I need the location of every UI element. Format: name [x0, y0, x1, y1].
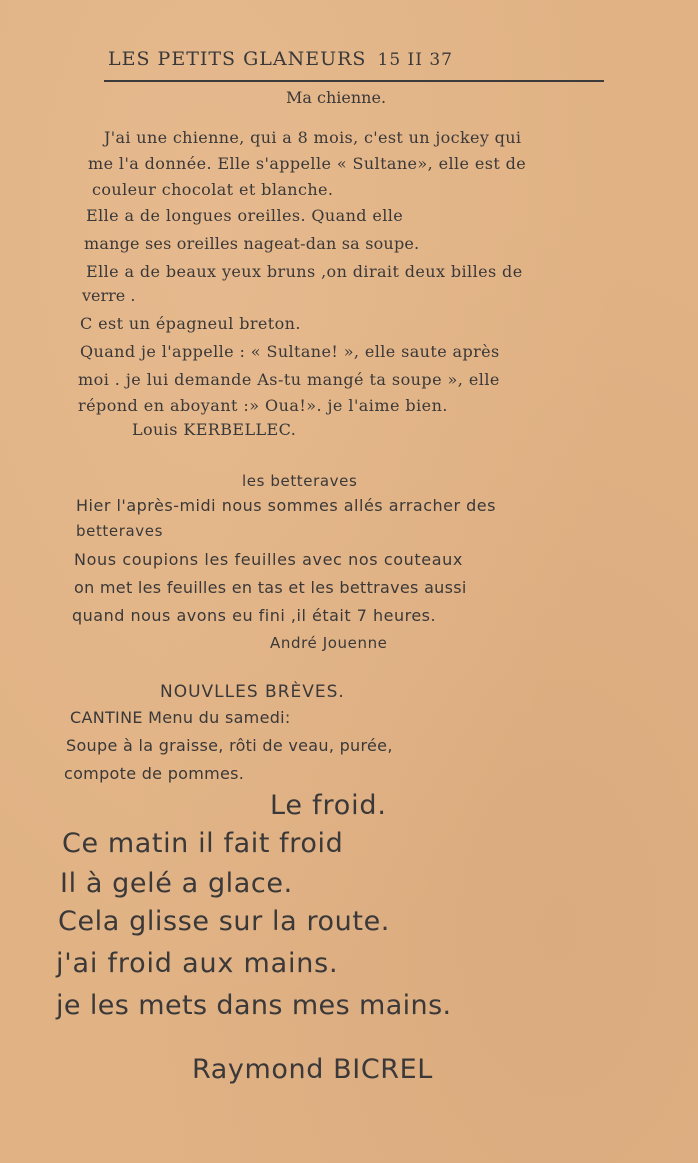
- story-line: Nous coupions les feuilles avec nos couteaux: [74, 550, 463, 569]
- story-line: CANTINE Menu du samedi:: [70, 708, 291, 727]
- story-line: mange ses oreilles nageat-dan sa soupe.: [84, 234, 420, 253]
- story-title: NOUVLLES BRÈVES.: [160, 682, 345, 702]
- story-line: Hier l'après-midi nous sommes allés arracher des: [76, 496, 496, 515]
- story-line: on met les feuilles en tas et les bettraves aussi: [74, 578, 467, 597]
- story-author: Louis KERBELLEC.: [132, 420, 297, 439]
- story-author: André Jouenne: [270, 634, 388, 652]
- story-line: betteraves: [76, 522, 164, 540]
- story-title: Ma chienne.: [286, 88, 387, 107]
- story-line: verre .: [82, 286, 136, 305]
- story-line: répond en aboyant :» Oua!». je l'aime bien.: [78, 396, 448, 415]
- story-line: Cela glisse sur la route.: [58, 906, 390, 937]
- story-line: couleur chocolat et blanche.: [92, 180, 334, 199]
- newspaper-title: LES PETITS GLANEURS: [108, 48, 367, 70]
- story-line: j'ai froid aux mains.: [56, 948, 339, 979]
- story-line: Elle a de longues oreilles. Quand elle: [86, 206, 404, 225]
- newspaper-header: [108, 48, 603, 70]
- story-line: quand nous avons eu fini ,il était 7 heures.: [72, 606, 437, 625]
- header-rule: [104, 80, 604, 82]
- story-title: les betteraves: [242, 472, 358, 490]
- story-line: Elle a de beaux yeux bruns ,on dirait deux billes de: [86, 262, 523, 281]
- story-line: me l'a donnée. Elle s'appelle « Sultane», elle est de: [88, 154, 527, 173]
- story-line: Ce matin il fait froid: [62, 828, 344, 859]
- story-line: J'ai une chienne, qui a 8 mois, c'est un jockey qui: [104, 128, 522, 147]
- story-author: Raymond BICREL: [192, 1054, 433, 1085]
- story-line: je les mets dans mes mains.: [56, 990, 452, 1021]
- story-line: C est un épagneul breton.: [80, 314, 301, 333]
- story-line: Quand je l'appelle : « Sultane! », elle saute après: [80, 342, 500, 361]
- story-title: Le froid.: [270, 790, 387, 821]
- story-line: Soupe à la graisse, rôti de veau, purée,: [66, 736, 393, 755]
- story-line: compote de pommes.: [64, 764, 245, 783]
- story-line: moi . je lui demande As-tu mangé ta soupe », elle: [78, 370, 500, 389]
- issue-date: 15 II 37: [377, 50, 454, 70]
- story-line: Il à gelé a glace.: [60, 868, 293, 899]
